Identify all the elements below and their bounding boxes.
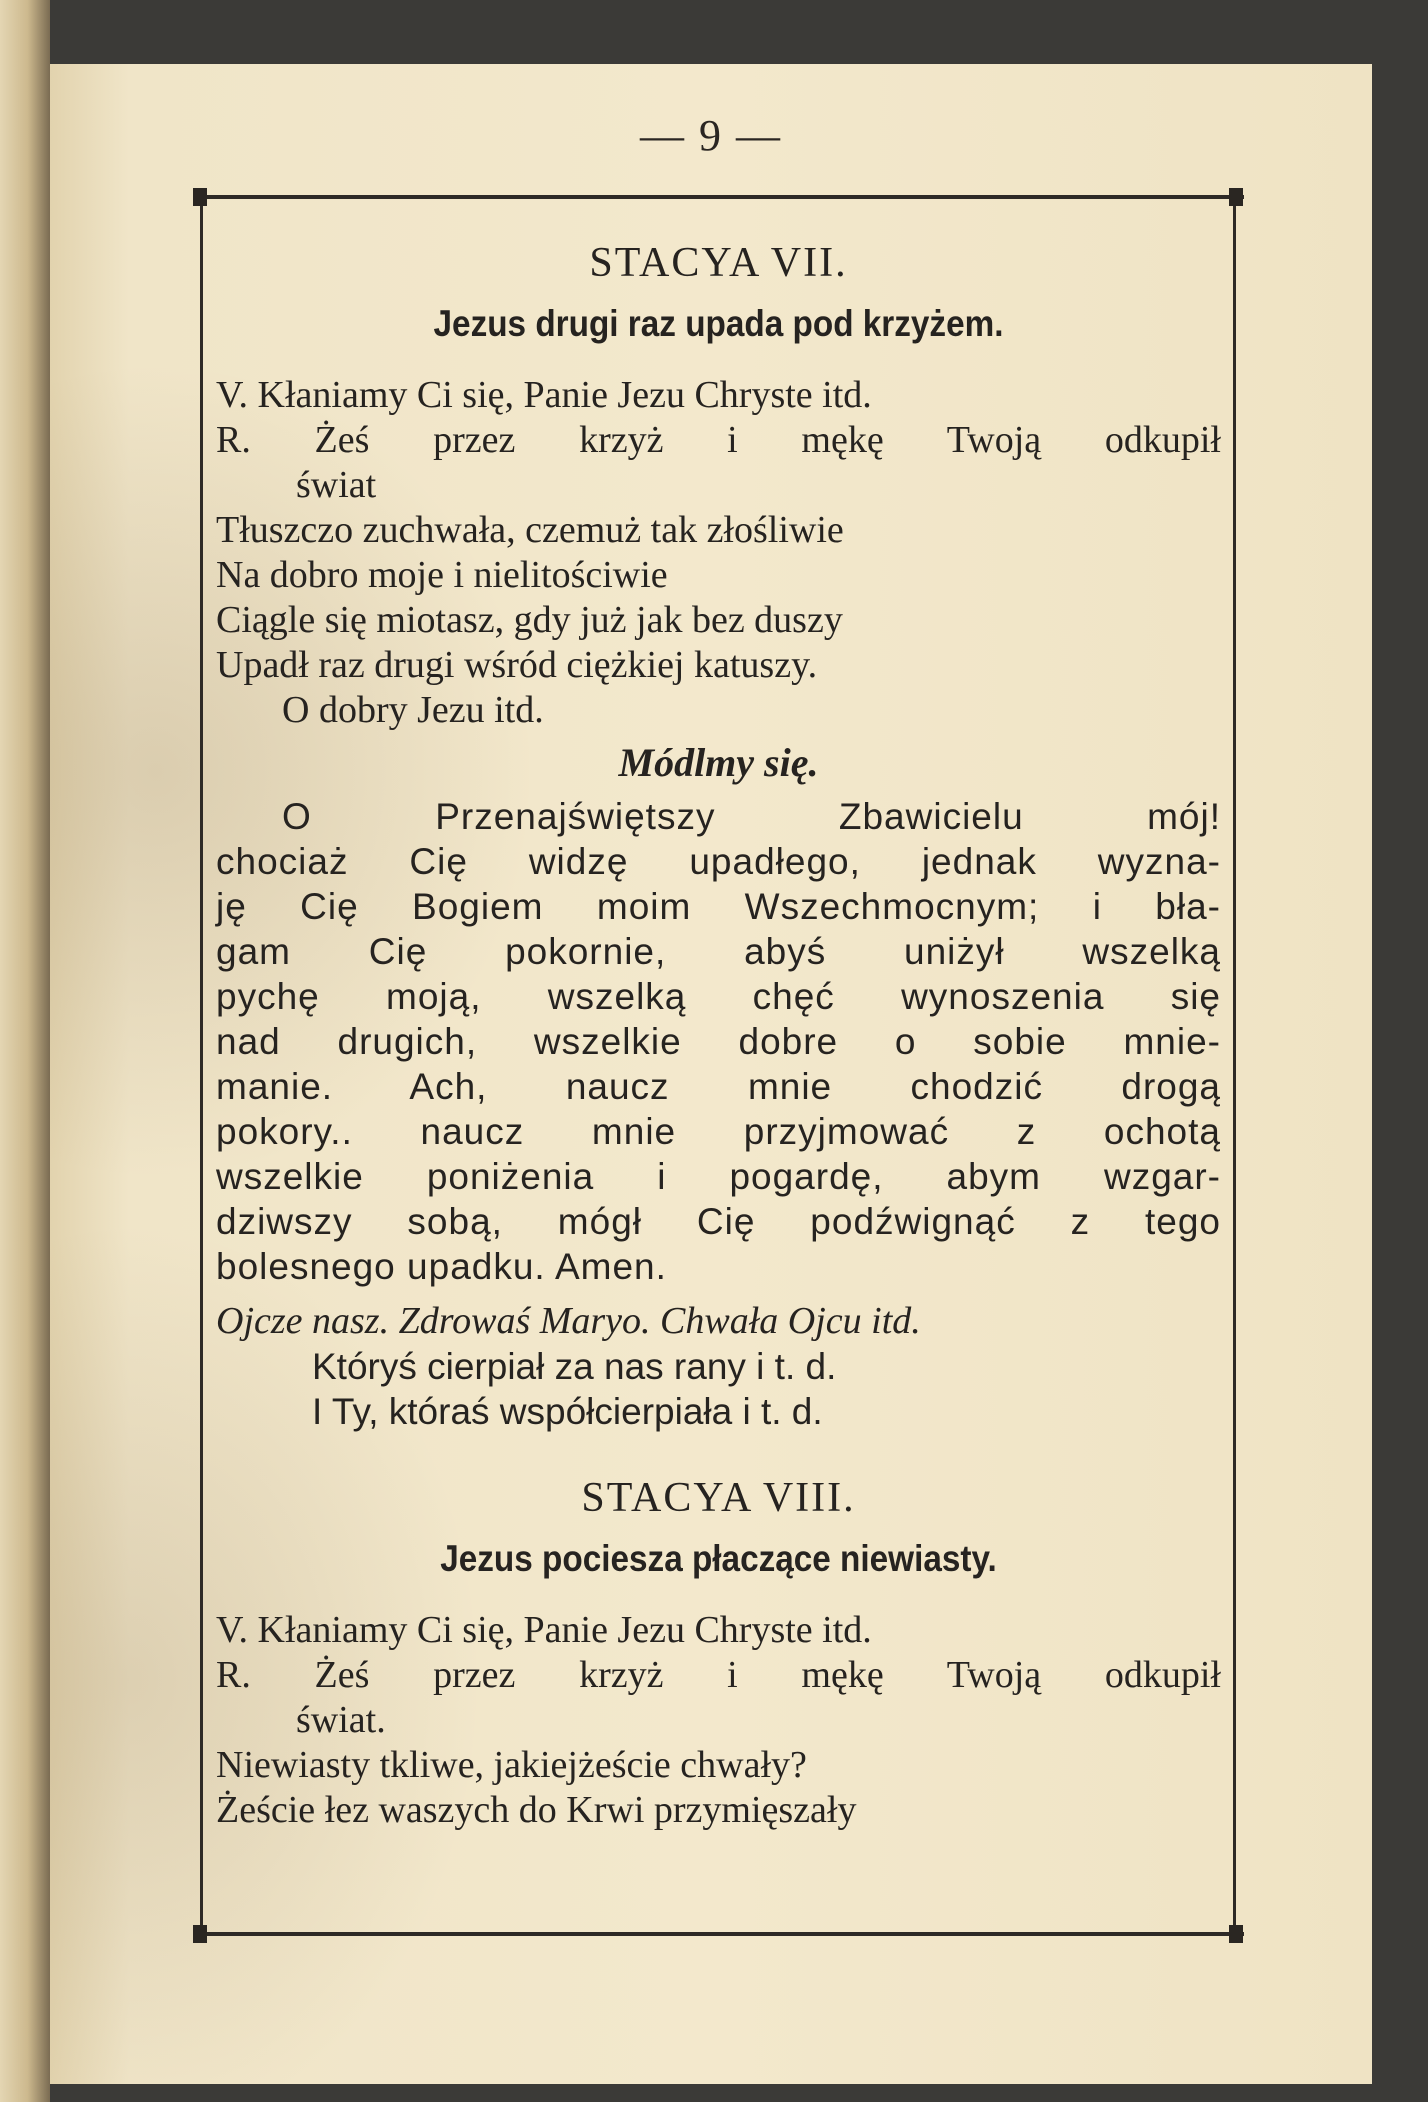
- prayer-line: gam Cię pokornie, abyś uniżył wszelką: [216, 931, 1221, 972]
- verse-line: Upadł raz drugi wśród ciężkiej katuszy.: [216, 644, 818, 686]
- prayer-line: manie. Ach, naucz mnie chodzić drogą: [216, 1066, 1221, 1107]
- station-7-title: STACYA VII.: [589, 240, 848, 286]
- station-7-subtitle: Jezus drugi raz upada pod krzyżem.: [433, 303, 1004, 344]
- closing-line: Któryś cierpiał za nas rany i t. d.: [312, 1346, 837, 1387]
- prayer-line: nad drugich, wszelkie dobre o sobie mnie-: [216, 1021, 1221, 1062]
- frame-corner-ornament: [193, 188, 207, 206]
- versicle-line: V. Kłaniamy Ci się, Panie Jezu Chryste itd.: [216, 374, 872, 416]
- verse-line: Na dobro moje i nielitościwie: [216, 554, 668, 596]
- verse-line: Niewiasty tkliwe, jakiejżeście chwały?: [216, 1744, 807, 1786]
- station-8-subtitle: Jezus pociesza płaczące niewiasty.: [440, 1538, 997, 1579]
- page-text: [216, 239, 1221, 1833]
- book-binding: [0, 0, 50, 2102]
- refrain-line: O dobry Jezu itd.: [282, 689, 544, 731]
- frame-corner-ornament: [193, 1925, 207, 1943]
- station-8-title: STACYA VIII.: [581, 1475, 856, 1521]
- frame-left-rule: [200, 195, 203, 1936]
- prayer-line: O Przenajświętszy Zbawicielu mój!: [282, 796, 1221, 837]
- response-line: R. Żeś przez krzyż i mękę Twoją odkupił: [216, 419, 1221, 461]
- prayer-line: pychę moją, wszelką chęć wynoszenia się: [216, 976, 1221, 1017]
- prayer-line: wszelkie poniżenia i pogardę, abym wzgar-: [216, 1156, 1221, 1197]
- prayer-line: pokory.. naucz mnie przyjmować z ochotą: [216, 1111, 1221, 1152]
- frame-corner-ornament: [1229, 1925, 1243, 1943]
- frame-right-rule: [1233, 195, 1236, 1936]
- frame-corner-ornament: [1229, 188, 1243, 206]
- closing-line: I Ty, któraś współcierpiała i t. d.: [312, 1391, 823, 1432]
- book-page: [50, 64, 1372, 2084]
- response-line: R. Żeś przez krzyż i mękę Twoją odkupił: [216, 1654, 1221, 1696]
- response-line-cont: świat.: [296, 1699, 386, 1741]
- prayer-line: dziwszy sobą, mógł Cię podźwignąć z tego: [216, 1201, 1221, 1242]
- response-line-cont: świat: [296, 464, 377, 506]
- prayer-line: bolesnego upadku. Amen.: [216, 1246, 667, 1287]
- verse-line: Ciągle się miotasz, gdy już jak bez duszy: [216, 599, 843, 641]
- prayer-line: chociaż Cię widzę upadłego, jednak wyzna-: [216, 841, 1221, 882]
- frame-top-rule: [198, 195, 1244, 199]
- verse-line: Żeście łez waszych do Krwi przymięszały: [216, 1789, 857, 1831]
- versicle-line: V. Kłaniamy Ci się, Panie Jezu Chryste itd.: [216, 1609, 872, 1651]
- verse-line: Tłuszczo zuchwała, czemuż tak złośliwie: [216, 509, 844, 551]
- page-number: — 9 —: [640, 111, 782, 160]
- closing-prayers-line: Ojcze nasz. Zdrowaś Maryo. Chwała Ojcu itd.: [216, 1300, 921, 1342]
- frame-bottom-rule: [198, 1932, 1244, 1936]
- prayer-heading: Módlmy się.: [618, 740, 819, 785]
- prayer-line: ję Cię Bogiem moim Wszechmocnym; i bła-: [216, 886, 1221, 927]
